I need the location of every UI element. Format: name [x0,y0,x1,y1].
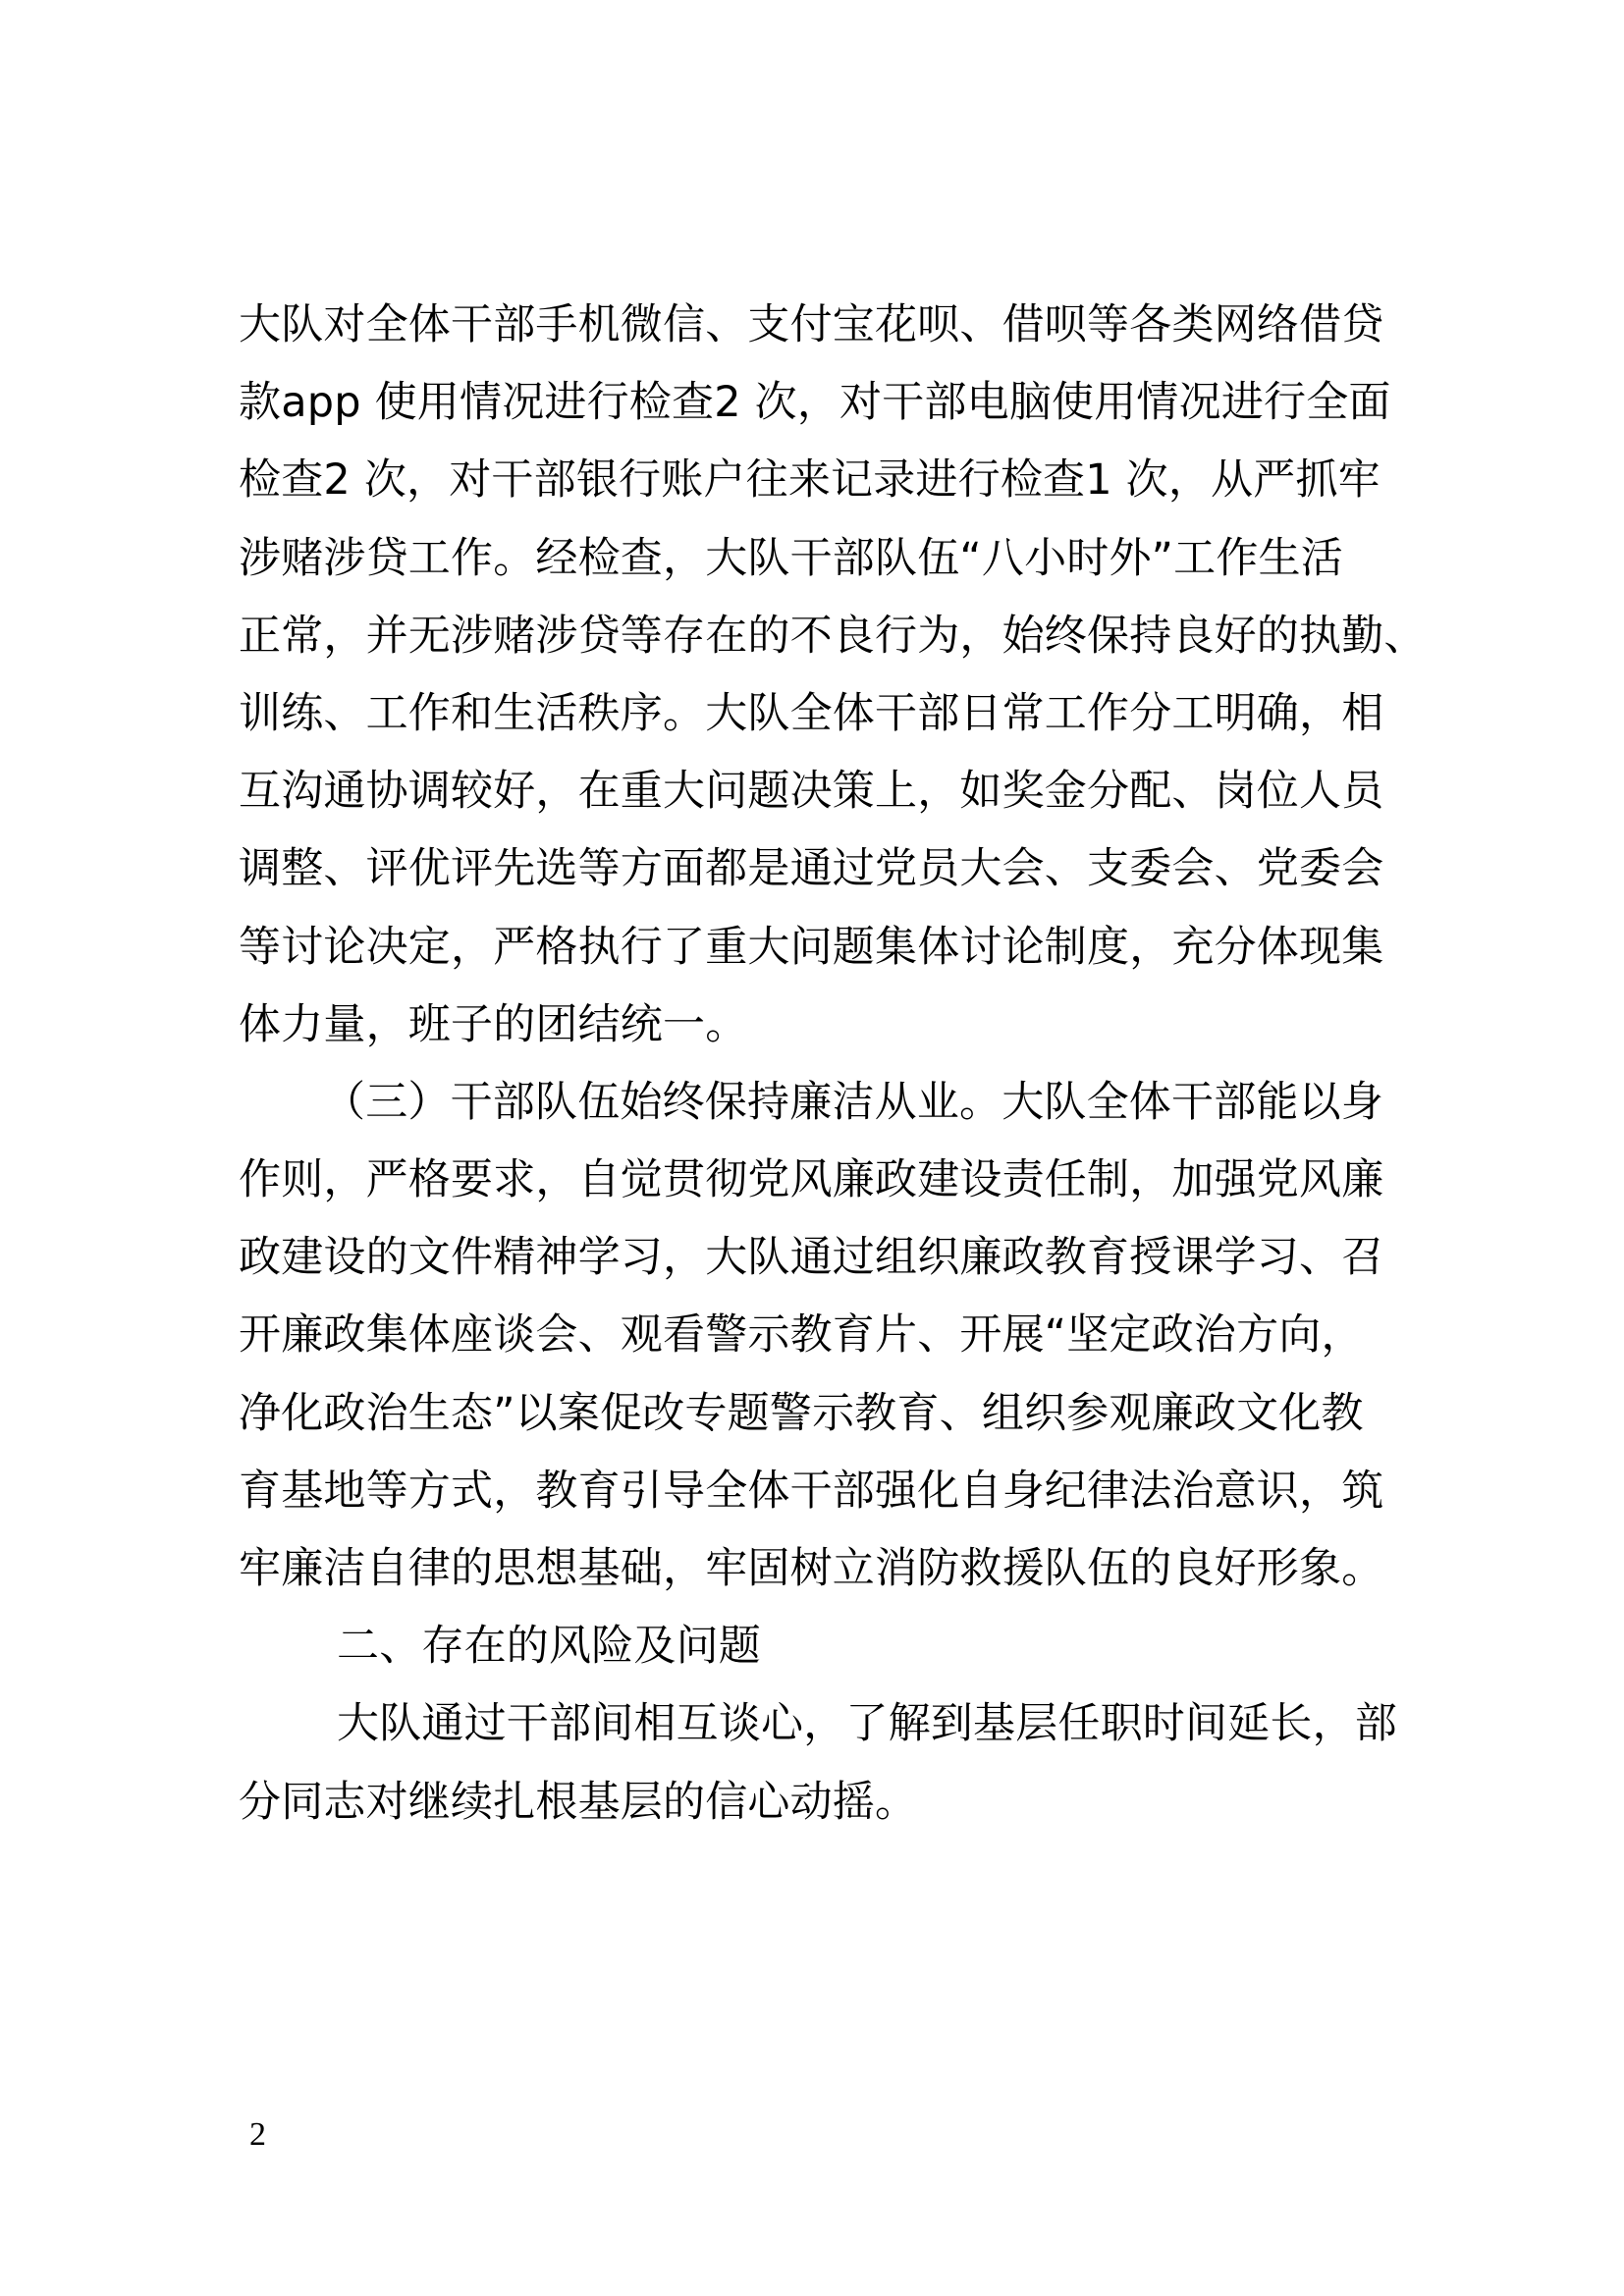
text-line: 体力量，班子的团结统一。 [239,999,748,1049]
text-line: 分同志对继续扎根基层的信心动摇。 [239,1777,918,1827]
text-line: 涉赌涉贷工作。经检查，大队干部队伍“八小时外”工作生活 [239,533,1343,583]
text-line: 育基地等方式，教育引导全体干部强化自身纪律法治意识，筑 [239,1466,1384,1516]
text-line: 开廉政集体座谈会、观看警示教育片、开展“坚定政治方向， [239,1310,1364,1361]
section-heading-three: （三）干部队伍始终保持廉洁从业。大队全体干部能以身 [323,1077,1383,1127]
document-body [239,287,1427,1842]
text-line: 正常，并无涉赌涉贷等存在的不良行为，始终保持良好的执勤、 [239,611,1427,661]
paragraph-inspection-results [239,287,1427,1064]
text-line: 大队通过干部间相互谈心，了解到基层任职时间延长，部 [337,1699,1397,1749]
text-line: 检查2 次，对干部银行账户往来记录进行检查1 次，从严抓牢 [239,455,1380,506]
text-line: 牢廉洁自律的思想基础，牢固树立消防救援队伍的良好形象。 [239,1544,1384,1593]
text-line: 政建设的文件精神学习，大队通过组织廉政教育授课学习、召 [239,1233,1384,1283]
text-line: 训练、工作和生活秩序。大队全体干部日常工作分工明确，相 [239,688,1384,738]
text-line: 款app 使用情况进行检查2 次，对干部电脑使用情况进行全面 [239,378,1391,428]
text-line: 作则，严格要求，自觉贯彻党风廉政建设责任制，加强党风廉 [239,1155,1384,1205]
section-heading-risks: 二、存在的风险及问题 [337,1622,761,1672]
text-line: 等讨论决定，严格执行了重大问题集体讨论制度，充分体现集 [239,922,1384,972]
text-line: 大队对全体干部手机微信、支付宝花呗、借呗等各类网络借贷 [239,300,1384,349]
paragraph-risks [239,1685,1417,1841]
page-number: 2 [249,2116,266,2153]
text-line: 净化政治生态”以案促改专题警示教育、组织参观廉政文化教 [239,1388,1364,1438]
text-line: 调整、评优评先选等方面都是通过党员大会、支委会、党委会 [239,844,1384,894]
text-line: 互沟通协调较好，在重大问题决策上，如奖金分配、岗位人员 [239,767,1384,817]
paragraph-integrity-section [239,1064,1417,1608]
